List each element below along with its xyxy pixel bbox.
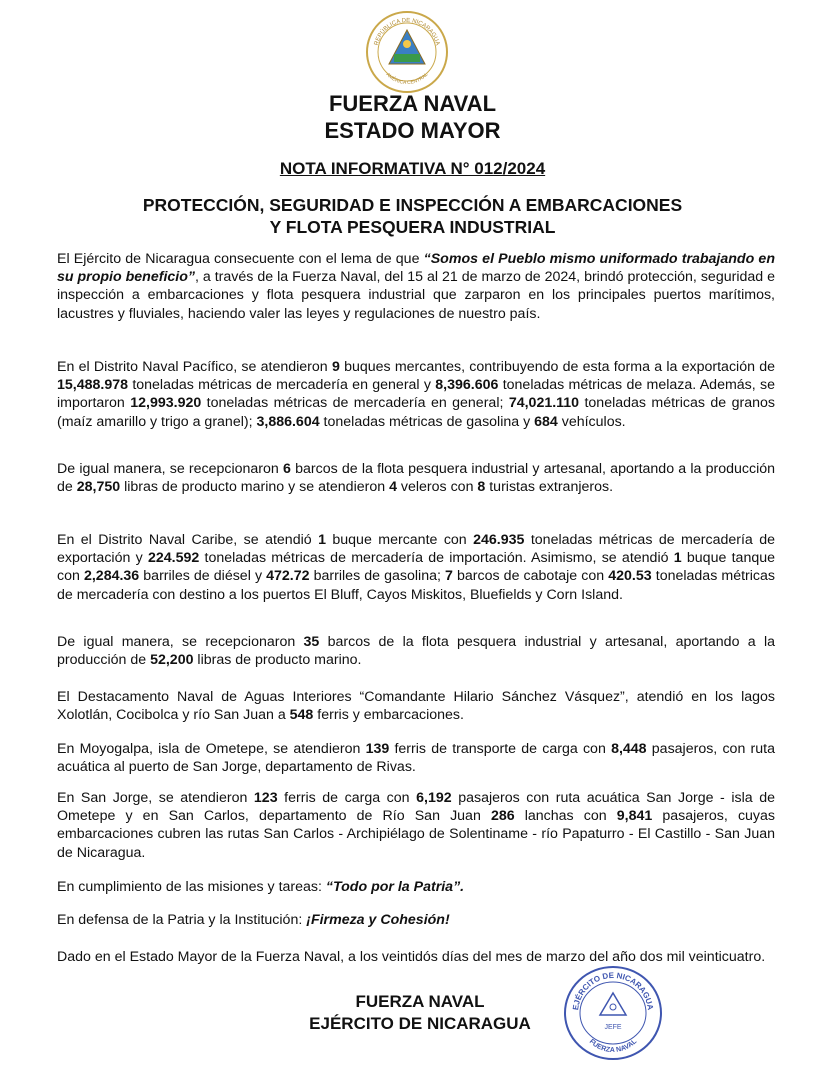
paragraph-moyogalpa: En Moyogalpa, isla de Ometepe, se atendieron 139 ferris de transporte de carga con 8,448 pasajeros, con ruta acuática al puerto de San Jorge, departamento de Rivas. [57, 741, 775, 776]
paragraph-san-jorge: En San Jorge, se atendieron 123 ferris de carga con 6,192 pasajeros con ruta acuática San Jorge - isla de Ometepe y en San Carlos, departamento de Río San Juan 286 lanchas con 9,841 pasajeros, cuyas embarcaciones cubren las rutas San Carlos - Archipiélago de Solentiname - río Papaturro - El Castillo - San Juan de Nicaragua. [57, 790, 776, 861]
nota-number: NOTA INFORMATIVA N° 012/2024 [279, 159, 546, 178]
paragraph-aguas-interiores: El Destacamento Naval de Aguas Interiores “Comandante Hilario Sánchez Vásquez”, atendió en los lagos Xolotlán, Cocibolca y río San Juan a 548 ferris y embarcaciones. [57, 689, 775, 724]
svg-text:AMÉRICA CENTRAL [385, 72, 430, 86]
subject-line-1: PROTECCIÓN, SEGURIDAD E INSPECCIÓN A EMBARCACIONES [142, 195, 683, 215]
stamp-ring-top: EJÉRCITO DE NICARAGUA [571, 970, 655, 1011]
header-title: FUERZA NAVAL [328, 91, 497, 116]
seal-ring-top: REPÚBLICA DE NICARAGUA [373, 17, 441, 47]
paragraph-caribe: En el Distrito Naval Caribe, se atendió 1 buque mercante con 246.935 toneladas métricas de mercadería de exportación y 224.592 toneladas métricas de mercadería de importación. Asimismo, se atendió 1 buque tanque con 2,284.36 barriles de diésel y 472.72 barriles de gasolina; 7 barcos de cabotaje con 420.53 toneladas métricas de mercadería con destino a los puertos El Bluff, Cayos Miskitos, Bluefields y Corn Island. [57, 532, 776, 603]
svg-text:FUERZA NAVAL [588, 1038, 639, 1054]
paragraph-pacifico-pesca: De igual manera, se recepcionaron 6 barcos de la flota pesquera industrial y artesanal, aportando a la producción de 28,750 libras de producto marino y se atendieron 4 veleros con 8 turistas extranjeros. [57, 461, 775, 496]
paragraph-fecha: Dado en el Estado Mayor de la Fuerza Naval, a los veintidós días del mes de marzo del año dos mil veinticuatro. [57, 949, 766, 965]
paragraph-mision: En cumplimiento de las misiones y tareas: “Todo por la Patria”. [57, 879, 465, 895]
paragraph-pacifico: En el Distrito Naval Pacífico, se atendieron 9 buques mercantes, contribuyendo de esta forma a la exportación de 15,488.978 toneladas métricas de mercadería en general y 8,396.606 toneladas métricas de melaza. Además, se importaron 12,993.920 toneladas métricas de mercadería en general; 74,021.110 toneladas métricas de granos (maíz amarillo y trigo a granel); 3,886.604 toneladas métricas de gasolina y 684 vehículos. [57, 359, 775, 430]
stamp-ring-bottom: FUERZA NAVAL [587, 1038, 639, 1055]
paragraph-defensa: En defensa de la Patria y la Institución: ¡Firmeza y Cohesión! [57, 912, 450, 928]
paragraph-caribe-pesca: De igual manera, se recepcionaron 35 barcos de la flota pesquera industrial y artesanal, aportando a la producción de 52,200 libras de producto marino. [57, 634, 775, 669]
official-stamp [560, 963, 666, 1063]
signature-army: EJÉRCITO DE NICARAGUA [309, 1014, 531, 1033]
stamp-center-text: JEFE [604, 1024, 622, 1031]
paragraph-intro: El Ejército de Nicaragua consecuente con el lema de que “Somos el Pueblo mismo uniformado trabajando en su propio beneficio”, a través de la Fuerza Naval, del 15 al 21 de marzo de 2024, brindó protección, seguridad e inspección a embarcaciones y flota pesquera industrial que zarparon en los principales puertos marítimos, lacustres y fluviales, haciendo valer las leyes y regulaciones de nuestro país. [57, 251, 775, 322]
seal-ring-bottom: AMÉRICA CENTRAL [384, 71, 430, 87]
signature-org: FUERZA NAVAL [355, 992, 485, 1011]
subject-line-2: Y FLOTA PESQUERA INDUSTRIAL [269, 217, 556, 237]
coat-of-arms-seal [365, 10, 449, 94]
header-subtitle: ESTADO MAYOR [324, 118, 501, 143]
